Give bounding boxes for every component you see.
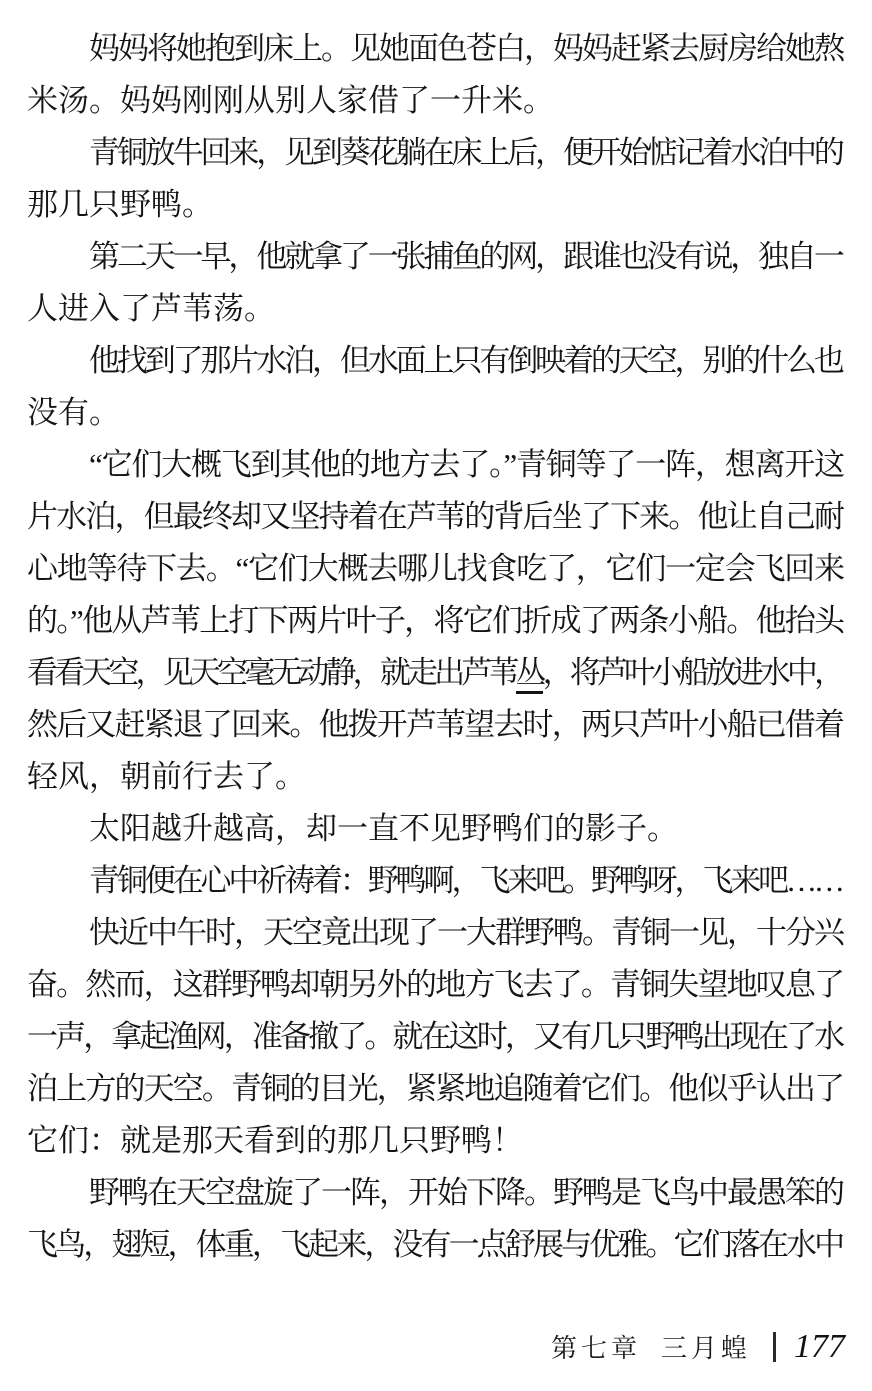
text-line: 那几只野鸭。 (27, 187, 213, 222)
text-line: 的。”他从芦苇上打下两片叶子，将它们折成了两条小船。他抬头 (27, 603, 844, 638)
text-line: 轻风，朝前行去了。 (27, 759, 306, 794)
text-line: 太阳越升越高，却一直不见野鸭们的影子。 (89, 811, 678, 846)
text-line: 野鸭在天空盘旋了一阵，开始下降。野鸭是飞鸟中最愚笨的 (89, 1175, 843, 1210)
footer-chapter-label: 第七章 (550, 1334, 641, 1363)
text-line: 第二天一早，他就拿了一张捕鱼的网，跟谁也没有说，独自一 (89, 239, 842, 274)
text-line: 看看天空，见天空毫无动静，就走出芦苇丛，将芦叶小船放进水中， (27, 647, 845, 699)
text-line: 然后又赶紧退了回来。他拨开芦苇望去时，两只芦叶小船已借着 (27, 707, 844, 742)
footer-section-title: 三月蝗 (660, 1334, 751, 1363)
page-footer (27, 1325, 845, 1369)
page-number: 177 (794, 1328, 845, 1365)
text-line: 它们：就是那天看到的那几只野鸭！ (27, 1123, 523, 1158)
text-line: 他找到了那片水泊，但水面上只有倒映着的天空，别的什么也 (89, 343, 842, 378)
text-line: 奋。然而，这群野鸭却朝另外的地方飞去了。青铜失望地叹息了 (27, 967, 844, 1002)
text-line: 没有。 (27, 395, 120, 430)
body-text (27, 23, 845, 1271)
text-line: “它们大概飞到其他的地方去了。”青铜等了一阵，想离开这 (89, 447, 844, 482)
text-line: 快近中午时，天空竟出现了一大群野鸭。青铜一见，十分兴 (89, 915, 843, 950)
text-line: 一声，拿起渔网，准备撤了。就在这时，又有几只野鸭出现在了水 (27, 1019, 843, 1054)
text-line: 片水泊，但最终却又坚持着在芦苇的背后坐了下来。他让自己耐 (27, 499, 844, 534)
text-line: 人进入了芦苇荡。 (27, 291, 275, 326)
text-line: 泊上方的天空。青铜的目光，紧紧地追随着它们。他似乎认出了 (27, 1071, 844, 1106)
text-line: 青铜便在心中祈祷着：野鸭啊，飞来吧。野鸭呀，飞来吧…… (89, 863, 842, 898)
underlined-character: 丛 (516, 655, 543, 694)
text-line: 心地等待下去。“它们大概去哪儿找食吃了，它们一定会飞回来 (27, 551, 844, 586)
text-line: 妈妈将她抱到床上。见她面色苍白，妈妈赶紧去厨房给她熬 (89, 31, 843, 66)
text-line: 飞鸟，翅短，体重，飞起来，没有一点舒展与优雅。它们落在水中 (27, 1227, 843, 1262)
text-line: 青铜放牛回来，见到葵花躺在床上后，便开始惦记着水泊中的 (89, 135, 842, 170)
footer-divider (773, 1332, 776, 1362)
text-line: 米汤。妈妈刚刚从别人家借了一升米。 (27, 83, 554, 118)
